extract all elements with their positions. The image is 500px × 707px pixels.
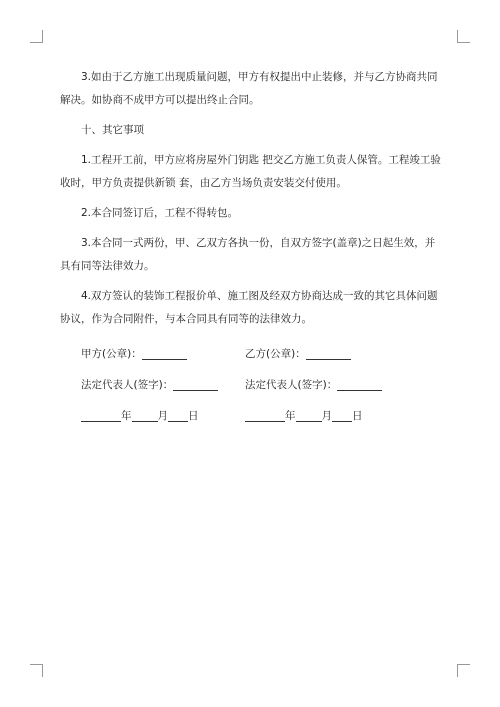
signature-row-representative [60, 374, 445, 396]
party-a-seal-blank[interactable] [142, 345, 187, 360]
clause-copies-effect: 3.本合同一式两份，甲、乙双方各执一份，自双方签字(盖章)之日起生效，并具有同等法律效力。 [60, 237, 436, 272]
section-heading-other-matters: 十、其它事项 [81, 124, 144, 136]
crop-mark-bottom-left [30, 664, 43, 677]
party-a-month-blank[interactable] [132, 407, 158, 422]
signature-row-date [60, 405, 445, 427]
party-a-date [60, 405, 245, 427]
party-a-rep-label: 法定代表人(签字)： [81, 379, 174, 391]
party-a-seal [60, 343, 245, 365]
party-b-date [245, 405, 430, 427]
party-a-year-blank[interactable] [81, 407, 121, 422]
clause-quality-termination: 3.如由于乙方施工出现质量问题，甲方有权提出中止装修，并与乙方协商共同解决。如协商不成甲方可以提出终止合同。 [60, 71, 438, 106]
party-b-seal-label: 乙方(公章)： [245, 348, 306, 360]
party-b-year-blank[interactable] [245, 407, 285, 422]
clause-no-subcontract: 2.本合同签订后，工程不得转包。 [81, 207, 239, 219]
clause-keys-locks: 1.工程开工前，甲方应将房屋外门钥匙 把交乙方施工负责人保管。工程竣工验收时，甲方负责提供新锁 套，由乙方当场负责安装交付使用。 [60, 154, 441, 189]
party-b-day-blank[interactable] [332, 407, 352, 422]
party-b-day-label: 日 [352, 410, 363, 422]
signature-row-seal [60, 343, 445, 365]
party-b-representative [245, 374, 430, 396]
party-b-seal [245, 343, 430, 365]
crop-mark-top-right [457, 30, 470, 43]
clause-attachments: 4.双方签认的装饰工程报价单、施工图及经双方协商达成一致的其它具体问题协议，作为合同附件，与本合同具有同等的法律效力。 [60, 290, 438, 325]
party-b-month-blank[interactable] [296, 407, 322, 422]
party-b-rep-blank[interactable] [337, 376, 382, 391]
party-b-rep-label: 法定代表人(签字)： [245, 379, 338, 391]
crop-mark-top-left [30, 30, 43, 43]
party-a-seal-label: 甲方(公章)： [81, 348, 142, 360]
party-a-rep-blank[interactable] [173, 376, 218, 391]
document-body [60, 66, 445, 436]
party-b-seal-blank[interactable] [306, 345, 351, 360]
party-a-day-blank[interactable] [168, 407, 188, 422]
party-a-year-label: 年 [121, 410, 132, 422]
party-a-representative [60, 374, 245, 396]
party-b-month-label: 月 [321, 410, 332, 422]
party-a-month-label: 月 [157, 410, 168, 422]
crop-mark-bottom-right [457, 664, 470, 677]
party-b-year-label: 年 [285, 410, 296, 422]
party-a-day-label: 日 [188, 410, 199, 422]
